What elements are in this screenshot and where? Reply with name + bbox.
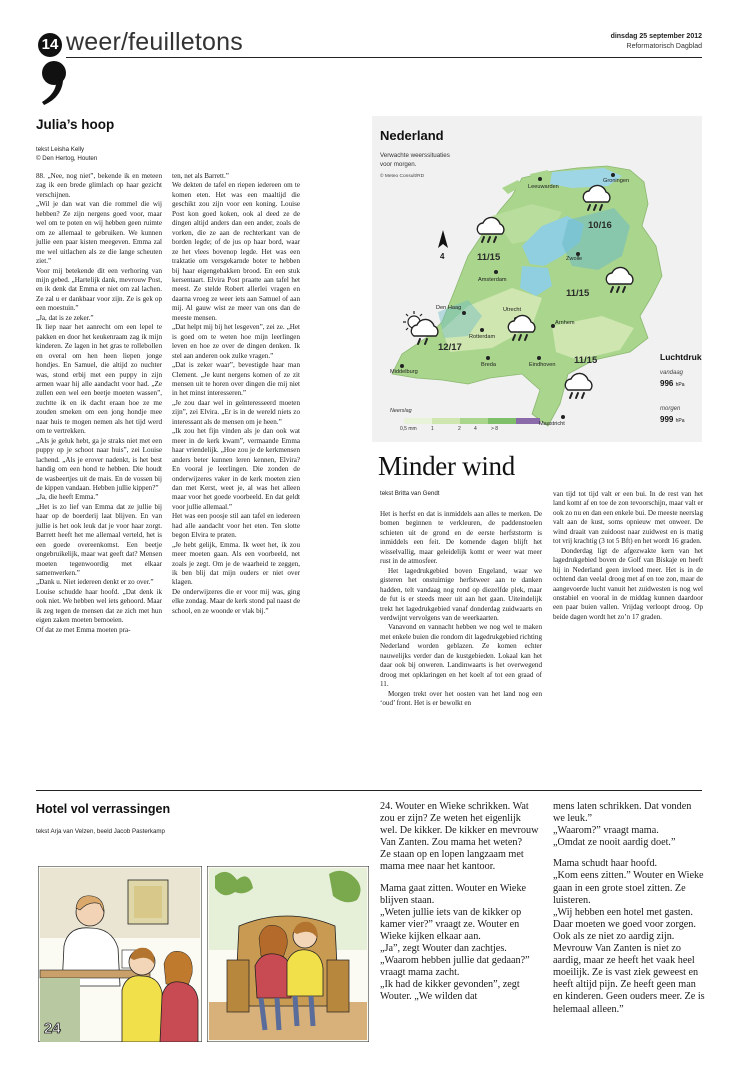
legend-swatch — [516, 418, 540, 424]
map-subtitle-line: Verwachte weerssituaties — [380, 152, 450, 159]
paragraph: „Omdat ze nooit aardig doet.” — [553, 837, 676, 849]
illustration-armchair — [207, 866, 369, 1042]
city-label: Leeuwarden — [528, 184, 559, 190]
paragraph: „Kom eens zitten.” Wouter en Wieke gaan in een grote stoel zitten. Ze luisteren. — [553, 870, 704, 906]
paragraph: De onderwijzeres die er voor mij was, ging elke zondag. Maar de kerk stond pal naast de school, en ze woonde er vlak bij.” — [172, 587, 300, 615]
kids-story-title: Hotel vol verrassingen — [36, 802, 171, 816]
weather-article-title: Minder wind — [378, 451, 515, 481]
comma-mark-icon — [36, 58, 72, 106]
city-dot — [561, 415, 565, 419]
paragraph: „Je zou daar wel in geïnteresseerd moeten zijn”, zei Elvira. „Er is in de wereld niets zo interessant als de mensen om je heen.” — [172, 398, 300, 426]
map-subtitle-line: voor morgen. — [380, 160, 417, 168]
legend-value: > 8 — [491, 426, 499, 432]
legend-value: 4 — [474, 426, 477, 432]
temperature-label: 11/15 — [477, 252, 501, 263]
city-dot — [462, 311, 466, 315]
header-rule — [66, 57, 702, 58]
paragraph: „Ja, dat is ze zeker.” — [36, 313, 94, 322]
city-label: Breda — [481, 362, 496, 368]
paragraph: ten, net als Barrett.” — [172, 172, 229, 180]
paragraph: van tijd tot tijd valt er een bui. In de rest van het land komt af en toe de zon tevoorschijn, maar valt er ook zo nu en dan een enkele bui. De meeste neerslag valt aan de kust, soms opnieuw met onweer. De wind draait van zuidoost naar zuidwest en is matig tot vrij krachtig (3 tot 5 Bft) en het wordt 16 graden. — [553, 490, 703, 546]
weather-article-byline: tekst Britta van Gendt — [380, 490, 440, 497]
legend-title: Neerslag — [390, 408, 412, 414]
pressure-today-label: vandaag — [660, 370, 684, 376]
city-dot — [400, 364, 404, 368]
weather-column-1 — [380, 510, 542, 709]
paragraph: Louise schudde haar hoofd. „Dat denk ik ook niet. We hebben wel iets gehoord. Maar ik zeg tegen de mensen dat ze zich met hun eigen zaken moeten bemoeien. — [36, 587, 162, 625]
temperature-label: 11/15 — [566, 288, 590, 299]
legend-swatch — [404, 418, 432, 424]
paragraph: „Ik zou het fijn vinden als je dan ook wat meer in de kerk kwam”, vermaande Emma haar vriendelijk. „Hoe zou je de kerkmensen anders beter kunnen leren kennen, Elvira? En vooral je leerlingen. Die zonden de onderwijzeres vaker in de kerk moeten zien dan met Kerst, weet je, al was het alleen maar voor het goede voorbeeld. En dat geldt voor jullie allemaal.” — [172, 427, 300, 511]
paragraph: Ik liep naar het aanrecht om een lepel te pakken en door het keukenraam zag ik mijn kinderen. Ze lagen in het gras te rollebollen en overal om hen heen liepen jonge hondjes. En Samuel, die altijd zo nuchter was, stond erbij met een puppy in zijn armen waar hij alle aandacht voor had. „Ze zullen een wel een beetje moeten wassen”, zuchtte ik en ik dacht eraan hoe ze me zouden smeken om een jong hondje mee naar huis te mogen nemen als het tijd werd om te vertrekken. — [36, 323, 162, 436]
city-dot — [480, 328, 484, 332]
map-credit: © Meteo Consult/RD — [380, 174, 425, 179]
pressure-unit: hPa — [675, 382, 685, 388]
paragraph: „Ik had de kikker gevonden”, zegt Wouter. „We wilden dat — [380, 979, 520, 1003]
paragraph: Het was een poosje stil aan tafel en iedereen had alle aandacht voor het eten. Ten slotte begon Elvira te praten. — [172, 512, 300, 540]
city-label: Utrecht — [503, 307, 522, 313]
legend-value: 0,5 mm — [400, 426, 417, 432]
weather-column-2 — [553, 490, 703, 622]
city-label: Amsterdam — [478, 277, 507, 283]
legend-swatch — [488, 418, 516, 424]
kids-column-2 — [553, 801, 705, 1016]
paragraph: 24. Wouter en Wieke schrikken. Wat zou er zijn? Ze weten het eigenlijk wel. De kikker. De kikker en mevrouw Van Zanten. Zou mama het weten? — [380, 801, 539, 849]
paragraph: „Waarom?” vraagt mama. — [553, 825, 659, 837]
feuilleton-column-1 — [36, 172, 162, 635]
legend-swatch — [432, 418, 460, 424]
city-label: Maastricht — [539, 421, 565, 427]
pressure-today — [660, 379, 685, 388]
feuilleton-byline — [36, 145, 97, 163]
rain-cloud-icon — [562, 372, 596, 404]
pressure-tomorrow-label: morgen — [660, 406, 681, 412]
rain-cloud-icon — [603, 266, 637, 298]
city-label: Den Haag — [436, 305, 462, 311]
paragraph: „Dat is zeker waar”, bevestigde haar man Clement. „Je kunt nergens komen of ze zit mensen uit te horen over dingen die mij niet in het minst interesseren.” — [172, 361, 300, 398]
city-dot — [537, 356, 541, 360]
city-label: Eindhoven — [529, 362, 556, 368]
paragraph: Het is herfst en dat is inmiddels aan alles te merken. De bomen beginnen te verkleuren, de paddenstoelen schieten uit de grond en de eerste herfststorm is inmiddels een feit. De komende dagen blijft het wisselvallig, maar geleidelijk komt er weer wat meer rust in de atmosfeer. — [380, 510, 542, 566]
paragraph: „Dat helpt mij bij het lesgeven”, zei ze. „Het is goed om te weten hoe mijn leerlingen leven en hoe ze over de dingen denken. Ik stel aan anderen ook zulke vragen.” — [172, 323, 300, 360]
feuilleton-title: Julia’s hoop — [36, 117, 115, 132]
feuilleton-column-2 — [172, 172, 300, 616]
temperature-label: 10/16 — [588, 220, 612, 231]
temperature-label: 12/17 — [438, 342, 462, 353]
paragraph: Mevrouw Van Zanten is niet zo aardig, maar ze heeft het vaak heel moeilijk. Ze is vast ziek geweest en heeft altijd pijn. Ze heeft geen man en kinderen. Geen ouders meer. Ze is helemaal alleen.” — [553, 943, 705, 1015]
paragraph: 88. „Nee, nog niet”, bekende ik en meteen zag ik een brede glimlach op haar gezicht verschijnen. — [36, 172, 162, 199]
paragraph: We dekten de tafel en riepen iedereen om te komen eten. Het was een maaltijd die geschikt zou zijn voor een koning. Louise Post kon goed koken, ook al deed ze de dingen altijd anders dan een ander, zoals de vorken, die ze aan de rechterkant van de borden legde; of de jus op haar bord, waar ze het vlees bovenop legde. Het was een traktatie om versgekarnde boter te hebben bij haar eigengebakken brood. En een stuk kersentaart. Elvira Post praatte aan tafel het meest. Ze stelde Robert allerlei vragen en daarna vroeg ze weer iets aan Samuel of aan mij. Al gauw wist ze meer van ons dan de meeste mensen. — [172, 181, 300, 322]
city-label: Rotterdam — [469, 334, 496, 340]
byline-author: tekst Leisha Kelly — [36, 146, 85, 153]
paragraph: „Als je geluk hebt, ga je straks niet met een puppy op je schoot naar huis”, zei Louise lachend. „Als je erover nadenkt, is het best handig om een hond te hebben. Die houdt de wasbeertjes uit de mais. En de vossen bij de kippen vandaan. Hebben jullie kippen?” — [36, 436, 162, 492]
paragraph: Vanavond en vannacht hebben we nog wel te maken met enkele buien die rondom dit lagedrukgebied richting Nederland worden geblazen. Ze komen echter nauwelijks verder dan de kustgebieden. Lokaal kan het daar ook bij onweren. Landinwaarts is het overwegend droog met opklaringen en het koelt af tot een graad of 11. — [380, 623, 542, 689]
paragraph: „Wil je dan wat van die rommel die wij hebben? Ze zijn nergens goed voor, maar wel om te poten en wij hebben geen ruimte om ze allemaal te gebruiken. We kunnen jullie een paar kisten meegeven. Emma zal me wel uitlachen als ze die lange scheuten ziet.” — [36, 200, 162, 266]
newspaper-name: Reformatorisch Dagblad — [626, 43, 702, 50]
pressure-title: Luchtdruk — [660, 352, 702, 362]
pressure-today-value: 996 — [660, 379, 674, 388]
paragraph: Het lagedrukgebied boven Engeland, waar we gisteren het onstuimige herfstweer aan te danken hadden, telt vandaag nog rond op diezelfde plek, maar de fut is er steeds meer uit aan het gaan. Uiteindelijk trekt het lagedrukgebied vanaf donderdag zuidwaarts en verdwijnt vervolgens van de weerkaarten. — [380, 566, 542, 622]
byline-publisher: © Den Hertog, Houten — [36, 155, 98, 162]
issue-date: dinsdag 25 september 2012 — [610, 33, 702, 40]
legend-swatch — [460, 418, 488, 424]
paragraph: Of dat ze met Emma moeten pra- — [36, 625, 131, 634]
paragraph: „Je hebt gelijk, Emma. Ik weet het, ik zou meer moeten gaan. Als een voorbeeld, net zoals je zegt. Om je de waarheid te zeggen, ik ben blij dat mijn ouders er niet over klagen. — [172, 540, 300, 587]
paragraph: „Het is zo lief van Emma dat ze jullie bij haar op de boerderij laat blijven. En van jullie is het ook leuk dat je voor haar zorgt. Barrett heeft het me allemaal verteld, het is een goede overeenkomst. Een beetje ongebruikelijk, maar wat geeft dat? Mensen moeten tegenwoordig met elkaar samenwerken.” — [36, 502, 162, 578]
paragraph: „Weten jullie iets van de kikker op kamer vier?” vraagt ze. Wouter en Wieke kijken elkaar aan. — [380, 906, 522, 942]
map-title: Nederland — [380, 128, 444, 143]
page-number-badge: 14 — [38, 33, 62, 57]
city-label: Arnhem — [555, 320, 575, 326]
city-label: Groningen — [603, 178, 630, 184]
pressure-unit: hPa — [675, 418, 685, 424]
paragraph: Voor mij betekende dit een verhoring van mijn gebed. „Hartelijk dank, mevrouw Post, en ik denk dat Emma er niet om zal lachen. Ze zal u er dankbaar voor zijn. Ze is gek op een moestuin.” — [36, 266, 162, 313]
rain-cloud-icon — [580, 184, 614, 216]
paragraph: „Waarom hebben jullie dat gedaan?” vraagt mama zacht. — [380, 955, 530, 979]
paragraph: „Dank u. Niet iedereen denkt er zo over.” — [36, 578, 154, 587]
legend-value: 1 — [431, 426, 434, 432]
sun-rain-cloud-icon — [400, 310, 444, 346]
paragraph: „Ja, die heeft Emma.” — [36, 493, 99, 502]
rain-cloud-icon — [474, 216, 508, 248]
netherlands-map — [372, 116, 702, 442]
temperature-label: 11/15 — [574, 355, 598, 366]
section-divider — [36, 790, 702, 791]
city-dot — [486, 356, 490, 360]
city-label: Zwolle — [566, 256, 583, 262]
section-title: weer/feuilletons — [66, 28, 243, 56]
wind-arrow-icon — [437, 230, 449, 252]
paragraph: Mama schudt haar hoofd. — [553, 858, 658, 870]
paragraph: Donderdag ligt de afgezwakte kern van het lagedrukgebied boven de Golf van Biskaje en heeft hij in Nederland geen invloed meer. Het is in de ochtend dan veelal droog met af en toe zon, maar de aangevoerde lucht vanuit het zuidwesten is nog wel onstabiel en vooral in de middag kunnen daardoor een paar buien vallen. Vrijdag verloopt droog. Op beide dagen wordt het zo’n 17 graden. — [553, 546, 703, 621]
illustration-office — [38, 866, 202, 1042]
paragraph: „Ja”, zegt Wouter dan zachtjes. — [380, 943, 507, 955]
paragraph: „Wij hebben een hotel met gasten. Daar moeten we goed voor zorgen. Ook als ze niet zo aardig zijn. — [553, 906, 696, 942]
wind-force: 4 — [440, 252, 445, 261]
kids-column-1 — [380, 801, 540, 1004]
city-dot — [538, 177, 542, 181]
episode-number: 24 — [44, 1020, 61, 1037]
pressure-tomorrow-value: 999 — [660, 415, 674, 424]
pressure-tomorrow — [660, 415, 685, 424]
city-label: Middelburg — [390, 369, 418, 375]
city-dot — [611, 173, 615, 177]
paragraph: Morgen trekt over het oosten van het land nog een ‘oud’ front. Het is er bewolkt en — [380, 689, 542, 708]
rain-cloud-icon — [505, 314, 539, 346]
paragraph: mens laten schrikken. Dat vonden we leuk.” — [553, 801, 692, 825]
paragraph: Mama gaat zitten. Wouter en Wieke blijven staan. — [380, 882, 527, 906]
city-dot — [494, 270, 498, 274]
paragraph: Ze staan op en lopen langzaam met mama mee naar het kantoor. — [380, 849, 524, 873]
kids-story-byline: tekst Arja van Velzen, beeld Jacob Pasterkamp — [36, 828, 165, 835]
legend-value: 2 — [458, 426, 461, 432]
